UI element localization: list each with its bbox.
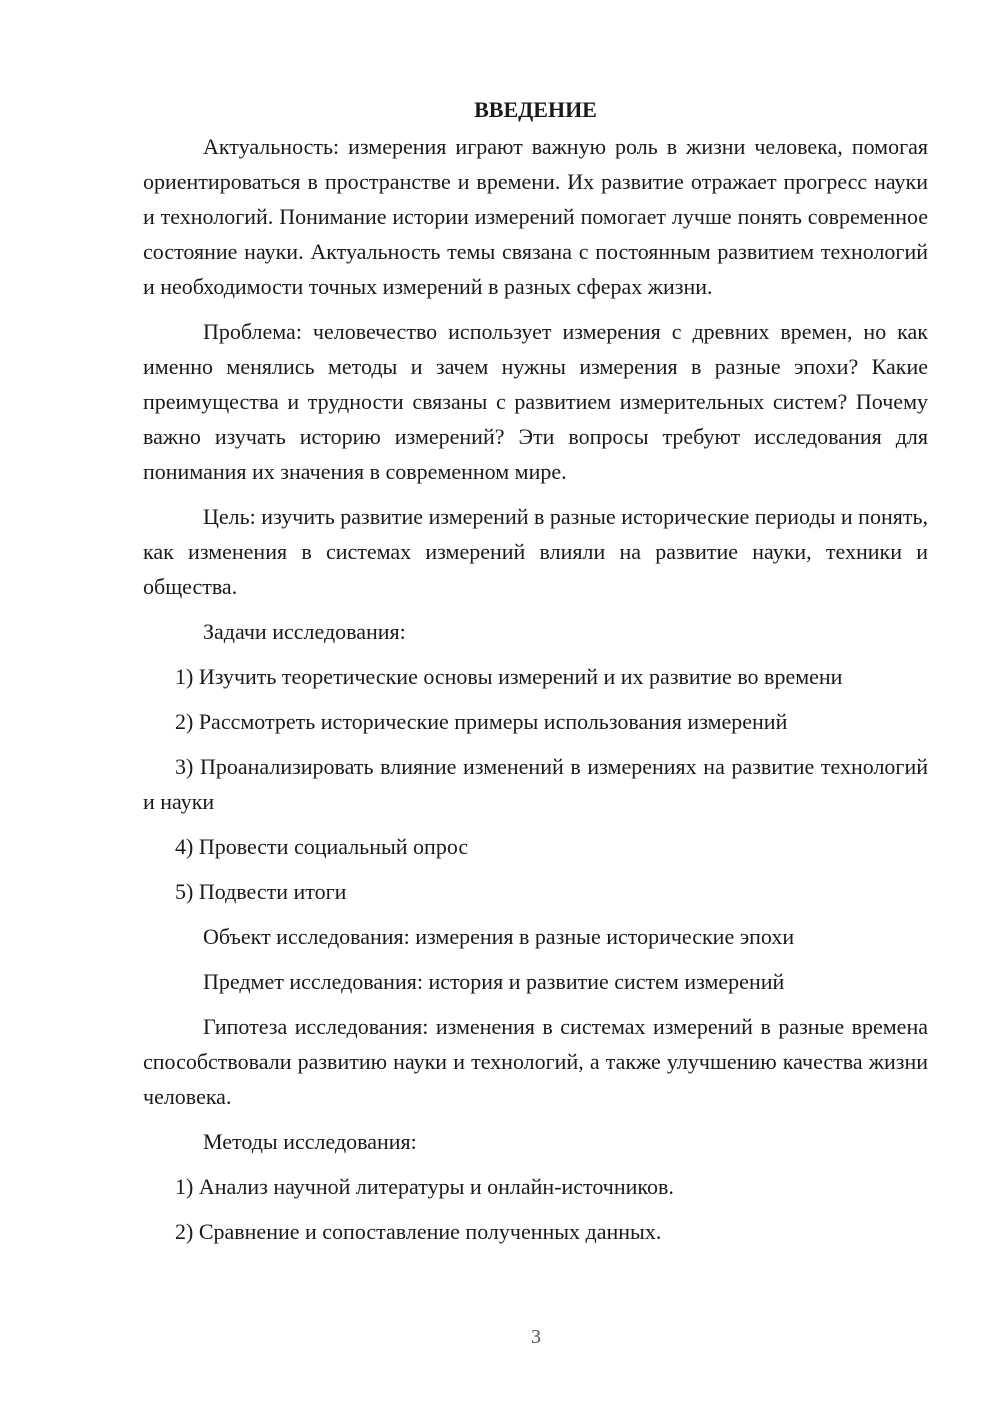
task-item-3: 3) Проанализировать влияние изменений в измерениях на развитие технологий и науки bbox=[143, 754, 928, 814]
task-item-5: 5) Подвести итоги bbox=[175, 879, 347, 904]
paragraph-goal: Цель: изучить развитие измерений в разные исторические периоды и понять, как изменения в системах измерений влияли на развитие науки, техники и общества. bbox=[143, 504, 928, 599]
task-item-2: 2) Рассмотреть исторические примеры использования измерений bbox=[175, 709, 788, 734]
methods-heading: Методы исследования: bbox=[203, 1129, 417, 1154]
method-item-1: 1) Анализ научной литературы и онлайн-источников. bbox=[175, 1174, 674, 1199]
paragraph-relevance: Актуальность: измерения играют важную роль в жизни человека, помогая ориентироваться в пространстве и времени. Их развитие отражает прогресс науки и технологий. Понимание истории измерений помогает лучше понять современное состояние науки. Актуальность темы связана с постоянным развитием технологий и необходимости точных измерений в разных сферах жизни. bbox=[143, 134, 928, 299]
document-page bbox=[143, 92, 928, 1259]
paragraph-object: Объект исследования: измерения в разные исторические эпохи bbox=[203, 924, 795, 949]
page-title: ВВЕДЕНИЕ bbox=[474, 97, 597, 122]
method-item-2: 2) Сравнение и сопоставление полученных данных. bbox=[175, 1219, 662, 1244]
paragraph-problem: Проблема: человечество использует измерения с древних времен, но как именно менялись методы и зачем нужны измерения в разные эпохи? Какие преимущества и трудности связаны с развитием измерительных систем? Почему важно изучать историю измерений? Эти вопросы требуют исследования для понимания их значения в современном мире. bbox=[143, 319, 928, 484]
task-item-4: 4) Провести социальный опрос bbox=[175, 834, 469, 859]
page-number: 3 bbox=[531, 1326, 541, 1348]
paragraph-subject: Предмет исследования: история и развитие систем измерений bbox=[203, 969, 785, 994]
task-item-1: 1) Изучить теоретические основы измерений и их развитие во времени bbox=[175, 664, 843, 689]
tasks-heading: Задачи исследования: bbox=[203, 619, 406, 644]
paragraph-hypothesis: Гипотеза исследования: изменения в системах измерений в разные времена способствовали развитию науки и технологий, а также улучшению качества жизни человека. bbox=[143, 1014, 928, 1109]
